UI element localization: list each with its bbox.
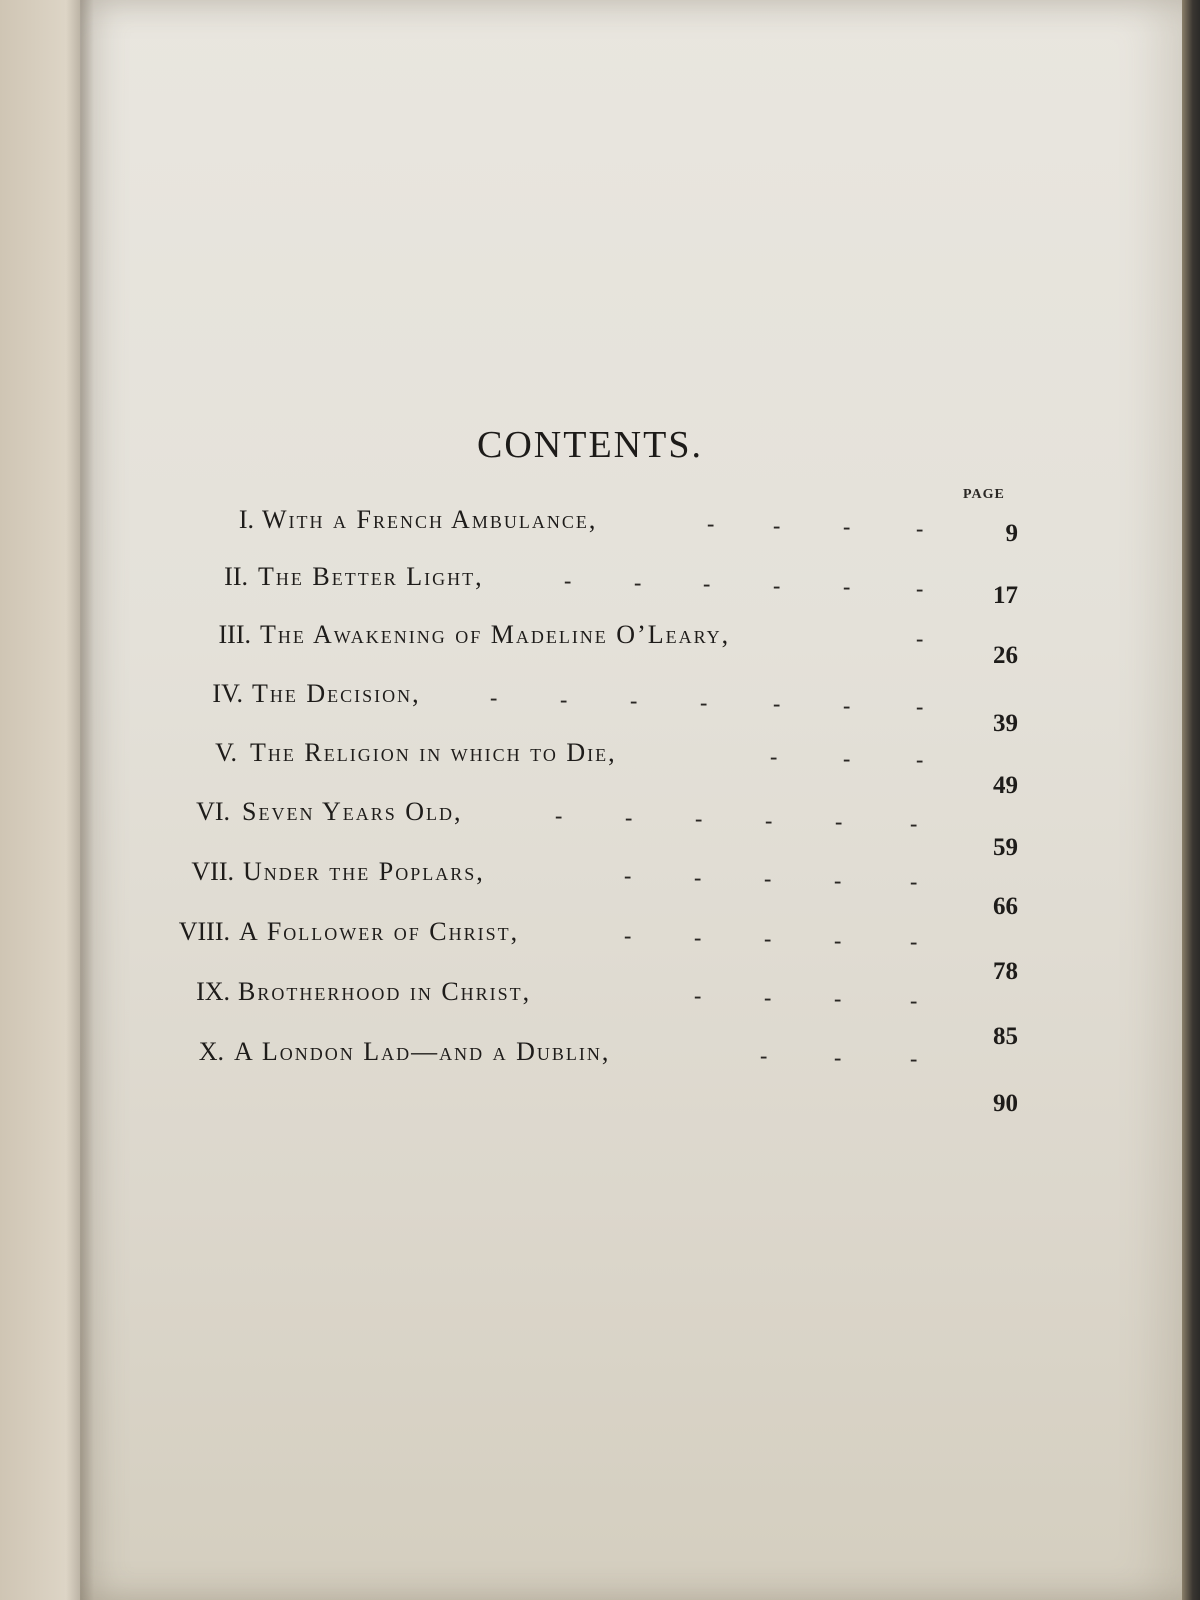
toc-entry xyxy=(0,679,1200,737)
page-number: 17 xyxy=(993,582,1018,609)
leader-dash: - xyxy=(916,747,924,772)
leader-dash: - xyxy=(695,806,703,831)
chapter-numeral: III. xyxy=(218,620,251,649)
chapter-numeral: VII. xyxy=(191,857,234,886)
chapter-numeral: IV. xyxy=(212,679,243,708)
leader-dash: - xyxy=(910,869,918,894)
leader-dash: - xyxy=(624,923,632,948)
leader-dash: - xyxy=(764,984,772,1010)
toc-entry xyxy=(0,797,1200,861)
leader-dash: - xyxy=(770,744,778,769)
leader-dash: - xyxy=(773,512,781,538)
toc-entry xyxy=(0,977,1200,1050)
leader-dash: - xyxy=(916,626,924,651)
leader-dash: - xyxy=(765,807,773,833)
chapter-title: The Awakening of Madeline O’Leary, xyxy=(260,620,731,649)
leader-dash: - xyxy=(843,574,851,599)
page-column-label: PAGE xyxy=(963,487,1005,502)
leader-dash: - xyxy=(555,803,563,828)
leader-dash: - xyxy=(835,809,843,834)
leader-dash: - xyxy=(773,691,781,716)
leader-dash: - xyxy=(625,804,633,830)
leader-dash: - xyxy=(834,986,842,1011)
leader-dash: - xyxy=(834,1044,842,1070)
leader-dash: - xyxy=(694,864,702,890)
toc-entry xyxy=(0,562,1200,609)
leader-dash: - xyxy=(564,568,572,593)
chapter-title: The Better Light, xyxy=(258,562,484,591)
page-number: 66 xyxy=(993,893,1018,920)
leader-dash: - xyxy=(760,1043,768,1068)
chapter-numeral: IX. xyxy=(196,977,230,1006)
page-number: 49 xyxy=(993,772,1018,799)
chapter-title: Under the Poplars, xyxy=(243,857,485,886)
page-number: 26 xyxy=(993,642,1018,669)
toc-entry xyxy=(0,620,1200,669)
chapter-title: Brotherhood in Christ, xyxy=(238,977,532,1006)
leader-dash: - xyxy=(834,927,842,953)
leader-dash: - xyxy=(624,863,632,888)
chapter-numeral: V. xyxy=(215,738,237,767)
chapter-title: Seven Years Old, xyxy=(242,797,463,826)
chapter-numeral: VIII. xyxy=(178,917,230,946)
leader-dash: - xyxy=(700,689,708,715)
chapter-numeral: II. xyxy=(224,562,248,591)
leader-dash: - xyxy=(490,685,498,710)
leader-dash: - xyxy=(694,983,702,1008)
chapter-numeral: I. xyxy=(238,505,254,534)
chapter-title: With a French Ambulance, xyxy=(262,505,598,534)
toc-entry xyxy=(0,505,1200,545)
page-number: 90 xyxy=(993,1090,1018,1117)
leader-dash: - xyxy=(910,810,918,836)
leader-dash: - xyxy=(560,686,568,712)
chapter-title: A Follower of Christ, xyxy=(239,917,520,946)
leader-dash: - xyxy=(634,569,642,595)
leader-dash: - xyxy=(773,572,781,598)
page-number: 9 xyxy=(1005,520,1018,547)
leader-dash: - xyxy=(764,926,772,951)
leader-dash: - xyxy=(764,866,772,891)
toc-entry xyxy=(0,738,1200,799)
leader-dash: - xyxy=(916,515,924,541)
leader-dash: - xyxy=(916,575,924,601)
leader-dash: - xyxy=(843,745,851,771)
toc-entry xyxy=(0,857,1200,920)
toc-entry xyxy=(0,917,1200,985)
leader-dash: - xyxy=(843,514,851,539)
leader-dash: - xyxy=(843,692,851,718)
chapter-numeral: VI. xyxy=(196,797,230,826)
page-number: 59 xyxy=(993,834,1018,861)
chapter-title: A London Lad—and a Dublin, xyxy=(234,1037,611,1066)
page-number: 39 xyxy=(993,710,1018,737)
chapter-title: The Decision, xyxy=(252,679,421,708)
leader-dash: - xyxy=(703,571,711,596)
leader-dash: - xyxy=(916,694,924,719)
page-number: 78 xyxy=(993,958,1018,985)
leader-dash: - xyxy=(910,1046,918,1071)
leader-dash: - xyxy=(630,688,638,713)
leader-dash: - xyxy=(707,511,715,536)
leader-dash: - xyxy=(910,987,918,1013)
toc-entry xyxy=(0,1037,1200,1117)
leader-dash: - xyxy=(910,929,918,954)
leader-dash: - xyxy=(694,924,702,950)
leader-dash: - xyxy=(834,867,842,893)
page-number: 85 xyxy=(993,1023,1018,1050)
page-title: CONTENTS. xyxy=(477,424,703,467)
chapter-numeral: X. xyxy=(198,1037,224,1066)
chapter-title: The Religion in which to Die, xyxy=(250,738,617,767)
